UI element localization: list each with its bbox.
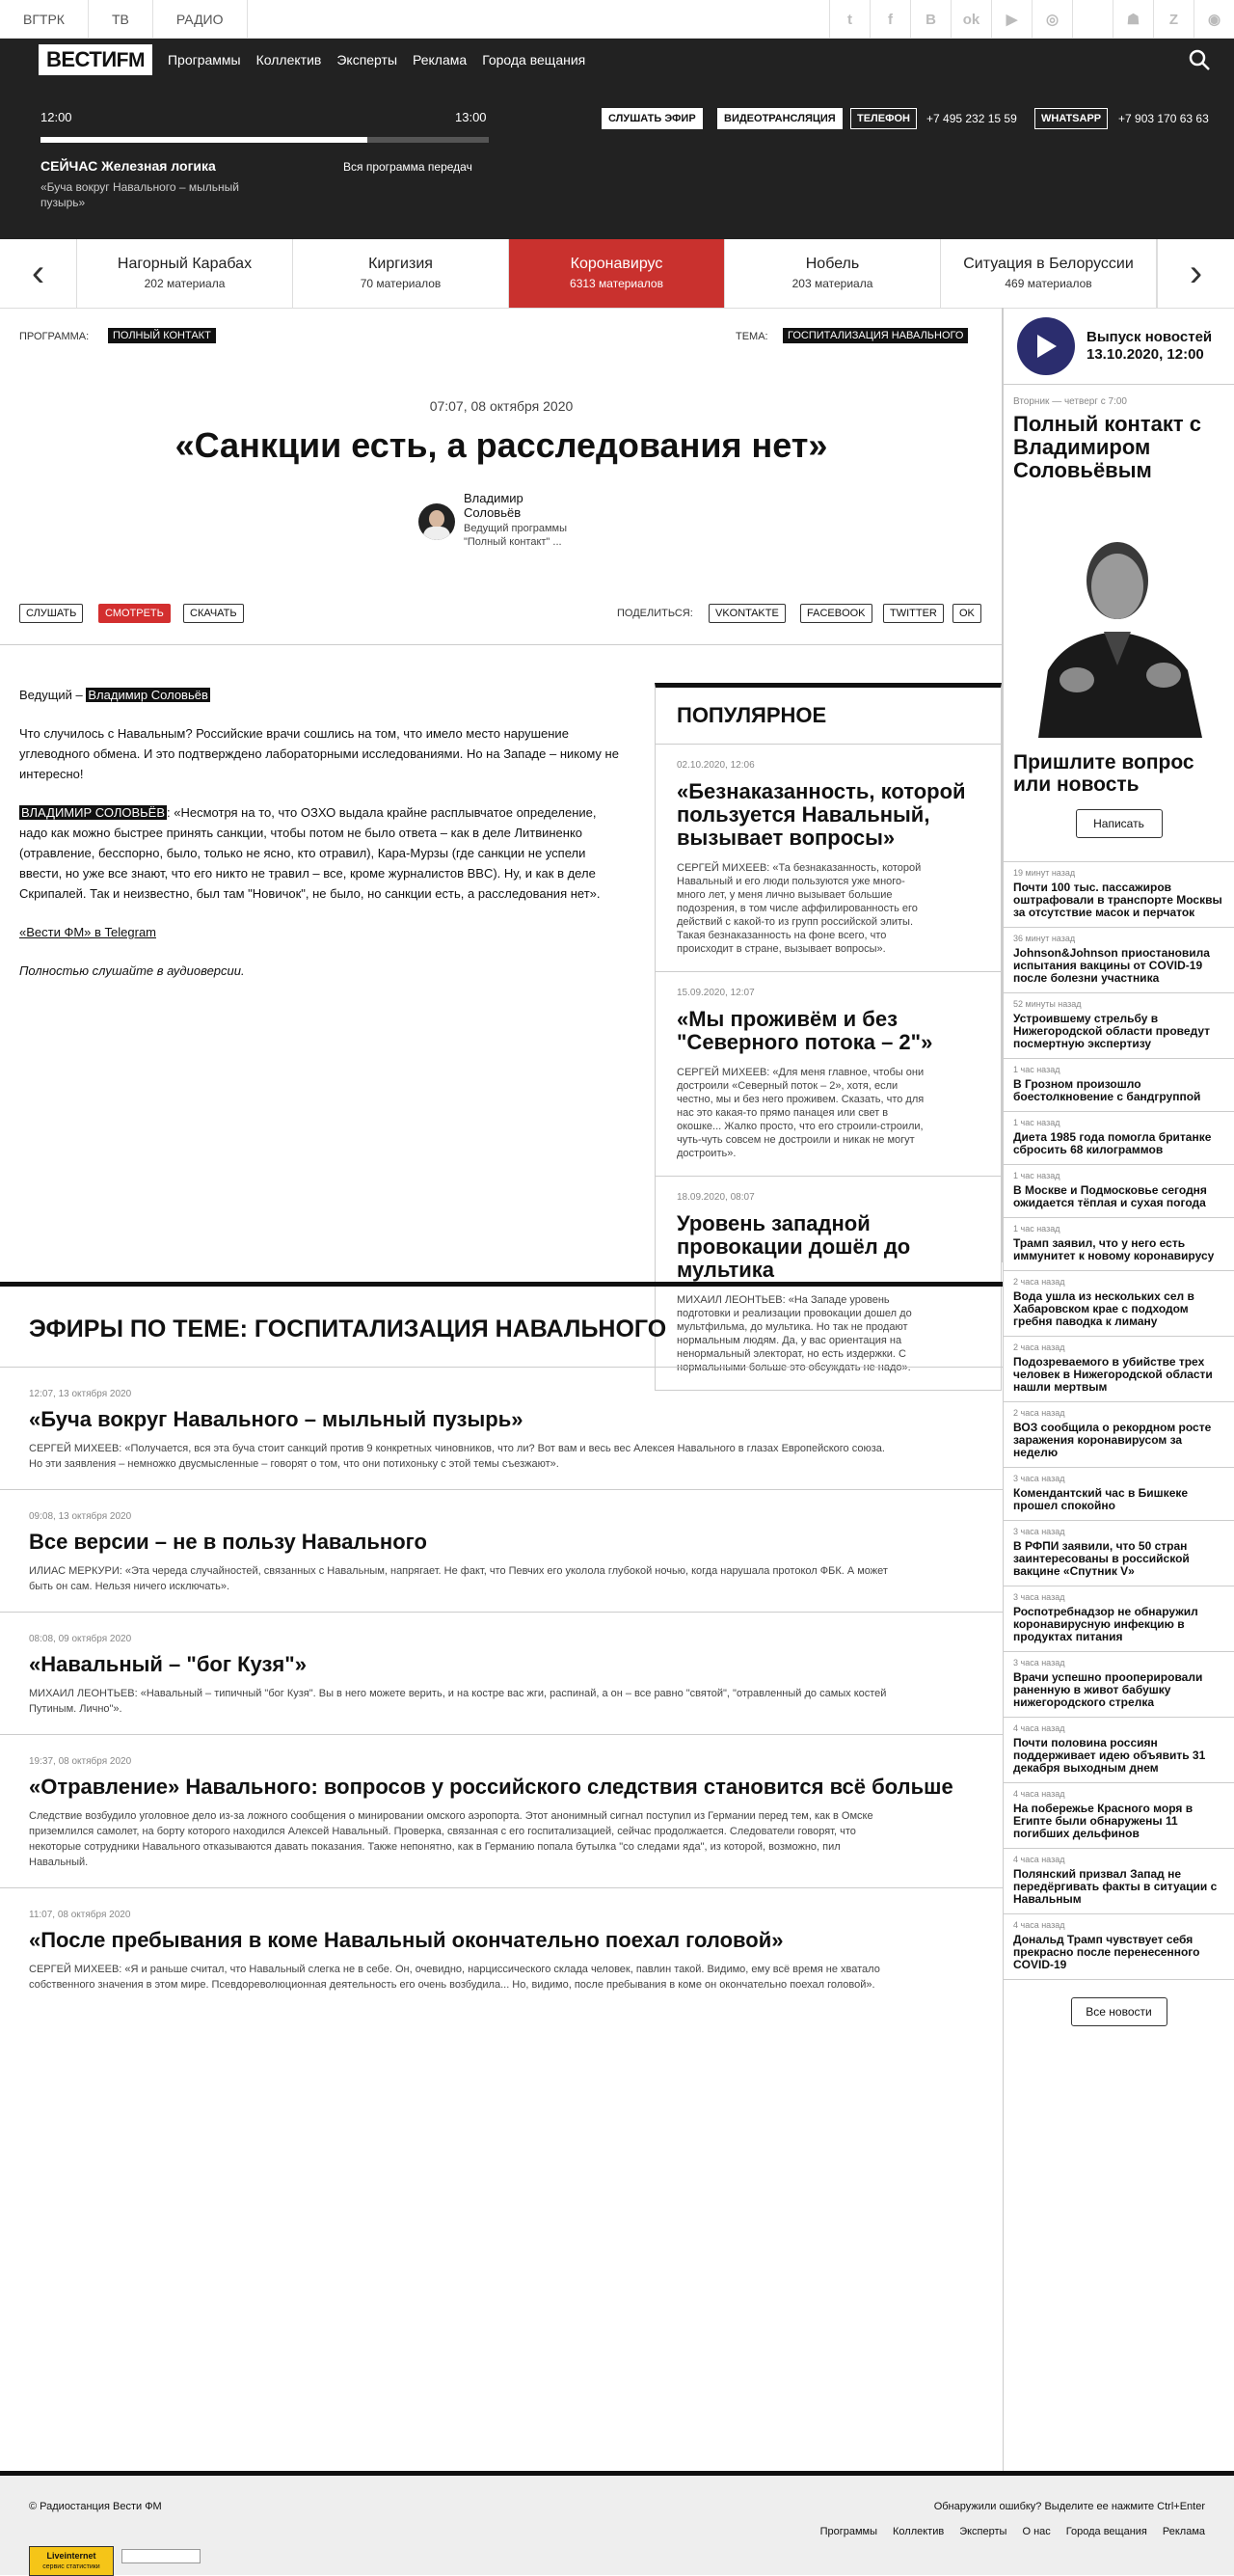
broadcast-date: 08:08, 09 октября 2020 [29,1634,132,1644]
telegram-link[interactable]: «Вести ФМ» в Telegram [19,925,156,939]
zen-icon[interactable]: Z [1153,0,1194,39]
feed-headline[interactable]: На побережье Красного моря в Египте были обнаружены 11 погибших дельфинов [1013,1802,1194,1840]
play-icon[interactable] [1017,317,1075,375]
all-news-button[interactable]: Все новости [1071,1997,1167,2026]
popular-item[interactable] [656,972,1001,1177]
network-links [0,0,248,38]
footer-link-advertising[interactable]: Реклама [1162,2526,1205,2537]
topic-kyrgyzstan[interactable] [293,239,509,308]
broadcast-text: СЕРГЕЙ МИХЕЕВ: «Получается, вся эта буча стоит санкций против 9 конкретных чиновников, что ли? Вот вам и весь вес Алексея Навального в глазах Европейского союза. Но эти заявления – немножко двусмысленные – говорят о том, что они потихоньку с этой темы съезжают». [29,1443,885,1470]
nav-programs[interactable]: Программы [167,52,241,68]
broadcast-date: 12:07, 13 октября 2020 [29,1389,132,1399]
theme-label: ТЕМА: [736,331,768,342]
feed-item[interactable] [1004,1165,1234,1218]
feed-item[interactable] [1004,1718,1234,1783]
social-links [829,0,1234,38]
feed-item[interactable] [1004,1914,1234,1980]
topic-count: 469 материалов [1005,277,1092,290]
feed-headline[interactable]: В Грозном произошло боестолкновение с бандгруппой [1013,1077,1201,1103]
topic-count: 6313 материалов [570,277,663,290]
now-playing-subtitle: «Буча вокруг Навального – мыльный пузырь» [40,180,239,209]
broadcast-item[interactable] [0,1490,1003,1613]
facebook-icon[interactable]: f [870,0,910,39]
feed-time: 1 час назад [1013,1224,1060,1234]
feed-headline[interactable]: Трамп заявил, что у него есть иммунитет к новому коронавирусу [1013,1236,1215,1262]
paragraph-2 [19,802,619,904]
feed-item[interactable] [1004,1059,1234,1112]
share-twitter-button[interactable]: TWITTER [883,604,944,623]
logo-fm: FM [116,49,145,71]
article-date: 07:07, 08 октября 2020 [429,398,574,414]
youtube-icon[interactable]: ▶ [991,0,1032,39]
feed-headline[interactable]: ВОЗ сообщила о рекордном росте заражения коронавирусом за неделю [1013,1421,1212,1459]
link-vgtrk[interactable]: ВГТРК [0,0,89,38]
feed-headline[interactable]: Вода ушла из нескольких сел в Хабаровском крае с подходом гребня паводка к лиману [1013,1289,1194,1328]
feed-time: 36 минут назад [1013,934,1076,943]
show-title[interactable]: Полный контакт с Владимиром Соловьёвым [1013,412,1201,482]
feed-headline[interactable]: Почти 100 тыс. пассажиров оштрафовали в транспорте Москвы за отсутствие масок и перчаток [1013,881,1222,919]
topic-title: Нагорный Карабах [117,256,253,272]
broadcast-item[interactable] [0,1735,1003,1888]
feed-item[interactable] [1004,1402,1234,1468]
all-programs-link[interactable]: Вся программа передач [343,160,472,174]
feed-time: 2 часа назад [1013,1277,1065,1287]
phone-label: ТЕЛЕФОН [850,108,917,129]
popular-title: ПОПУЛЯРНОЕ [656,688,1001,745]
listen-full-note: Полностью слушайте в аудиоверсии. [19,963,245,978]
feed-item[interactable] [1004,1783,1234,1849]
footer-link-about[interactable]: О нас [1022,2526,1051,2537]
send-question-title: Пришлите вопрос или новость [1013,751,1194,796]
broadcast-headline[interactable]: «Отравление» Навального: вопросов у российского следствия становится всё больше [29,1775,953,1799]
author-avatar[interactable] [418,503,455,540]
android-icon[interactable]: ☗ [1113,0,1153,39]
feed-time: 3 часа назад [1013,1474,1065,1483]
liveinternet-subtitle: сервис статистики [42,2563,100,2570]
news-release-text [1086,329,1212,364]
popular-date: 18.09.2020, 08:07 [677,1192,755,1203]
now-playing[interactable]: СЕЙЧАС Железная логика [40,158,216,174]
logo[interactable] [39,44,152,75]
main-nav [0,39,1234,81]
topic-count: 70 материалов [360,277,442,290]
footer-link-team[interactable]: Коллектив [893,2526,945,2537]
listen-live-button[interactable]: СЛУШАТЬ ЭФИР [602,108,703,129]
broadcast-item[interactable] [0,1888,1003,2010]
feed-headline[interactable]: Почти половина россиян поддерживает идею объявить 31 декабря выходным днем [1013,1736,1206,1775]
popular-headline[interactable]: Уровень западной провокации дошёл до мультика [677,1211,911,1282]
feed-item[interactable] [1004,1521,1234,1586]
phone-number[interactable]: +7 495 232 15 59 [926,112,1017,125]
odnoklassniki-icon[interactable]: ok [951,0,991,39]
error-report-hint: Обнаружили ошибку? Выделите ее нажмите Ctrl+Enter [933,2501,1205,2512]
logo-main: ВЕСТИ [46,47,117,71]
footer-link-programs[interactable]: Программы [819,2526,877,2537]
link-radio[interactable]: РАДИО [153,0,248,38]
search-icon[interactable] [1188,48,1211,71]
broadcast-date: 11:07, 08 октября 2020 [29,1910,131,1920]
feed-item[interactable] [1004,1849,1234,1914]
host-photo[interactable] [1019,502,1217,738]
feed-time: 19 минут назад [1013,868,1076,878]
topic-title: Ситуация в Белоруссии [963,256,1134,272]
broadcast-text: СЕРГЕЙ МИХЕЕВ: «Я и раньше считал, что Навальный слегка не в себе. Он, очевидно, нарциссического склада человек, павлин такой. Видимо, ему всё время не хватало собственного значения в этом мире. Псевдореволюционная деятельность его очень возбудила... Но, видимо, после пребывания в коме он окончательно поехал головой». [29,1964,880,1991]
download-button[interactable]: СКАЧАТЬ [183,604,244,623]
news-release[interactable] [1004,308,1234,385]
feed-headline[interactable]: Комендантский час в Бишкеке прошел спокойно [1013,1486,1189,1512]
article-body [19,685,619,981]
whatsapp-label: WHATSAPP [1034,108,1108,129]
author-role [464,522,567,549]
news-release-title: Выпуск новостей [1086,328,1213,345]
twitter-icon[interactable]: t [829,0,870,39]
topic-title: Нобель [805,256,860,272]
feed-item[interactable] [1004,928,1234,993]
speaker-name[interactable]: ВЛАДИМИР СОЛОВЬЁВ [21,805,166,820]
nav-advertising[interactable]: Реклама [413,52,468,68]
watch-button[interactable]: СМОТРЕТЬ [98,604,171,623]
broadcast-headline[interactable]: Все версии – не в пользу Навального [29,1530,427,1554]
topic-title: Киргизия [368,256,433,272]
chevron-left-icon[interactable]: ‹ [0,239,77,308]
feed-item[interactable] [1004,1652,1234,1718]
broadcast-text: ИЛИАС МЕРКУРИ: «Эта череда случайностей, связанных с Навальным, напрягает. Не факт, что Певчих его уколола глубокой ночью, когда нарушала протокол ФБК. А может быть он сам. Нельзя ничего исключать». [29,1565,888,1592]
footer-nav [805,2526,1205,2537]
news-release-time: 13.10.2020, 12:00 [1086,345,1204,363]
broadcast-date: 09:08, 13 октября 2020 [29,1511,132,1522]
popular-headline[interactable]: «Безнаказанность, которой пользуется Навальный, вызывает вопросы» [677,779,966,850]
feed-time: 1 час назад [1013,1171,1060,1180]
write-button[interactable]: Написать [1076,809,1163,838]
top-bar [0,0,1234,39]
footer-link-cities[interactable]: Города вещания [1065,2526,1147,2537]
live-player [0,81,1234,239]
copyright: © Радиостанция Вести ФМ [29,2501,162,2512]
popular-text: МИХАИЛ ЛЕОНТЬЕВ: «На Западе уровень подготовки и реализации провокации дошел до мультфильма, до мультика. Но так не продают нормальным людям. Да, у вас ориентация на ненормальный электорат, но есть издержки. С нормальными больше это обсуждать не надо». [677,1294,912,1373]
broadcast-item[interactable] [0,1368,1003,1490]
feed-item[interactable] [1004,862,1234,928]
listen-button[interactable]: СЛУШАТЬ [19,604,83,623]
feed-item[interactable] [1004,993,1234,1059]
related-title: ЭФИРЫ ПО ТЕМЕ: ГОСПИТАЛИЗАЦИЯ НАВАЛЬНОГО [0,1287,1003,1368]
feed-headline[interactable]: Подозреваемого в убийстве трех человек в Нижегородской области нашли мертвым [1013,1355,1213,1394]
article-header [0,308,1003,645]
feed-item[interactable] [1004,1112,1234,1165]
feed-headline[interactable]: Врачи успешно прооперировали раненную в живот бабушку нижегородского стрелка [1013,1670,1203,1709]
link-tv[interactable]: ТВ [89,0,153,38]
popular-headline[interactable]: «Мы проживём и без "Северного потока – 2"» [677,1007,933,1054]
feed-headline[interactable]: Устроившему стрельбу в Нижегородской области проведут посмертную экспертизу [1013,1012,1211,1050]
player-end-time: 13:00 [455,110,487,124]
program-tag[interactable]: ПОЛНЫЙ КОНТАКТ [108,328,216,343]
host-prefix: Ведущий – [19,688,87,702]
player-progress-fill [40,137,367,143]
feed-item[interactable] [1004,1468,1234,1521]
nav-cities[interactable]: Города вещания [482,52,586,68]
feed-headline[interactable]: Johnson&Johnson приостановила испытания вакцины от COVID-19 после болезни участника [1013,946,1210,985]
author-name-first: Владимир [464,491,523,505]
related-broadcasts [0,1282,1003,2010]
rss-icon[interactable]: ◉ [1194,0,1234,39]
feed-item[interactable] [1004,1586,1234,1652]
author-role-line2: "Полный контакт" ... [464,536,562,548]
share-ok-button[interactable]: OK [952,604,981,623]
feed-time: 4 часа назад [1013,1920,1065,1930]
player-start-time: 12:00 [40,110,72,124]
apple-icon[interactable] [1072,0,1113,39]
feed-item[interactable] [1004,1337,1234,1402]
broadcast-headline[interactable]: «Буча вокруг Навального – мыльный пузырь» [29,1407,523,1431]
nav-team[interactable]: Коллектив [255,52,322,68]
host-name[interactable]: Владимир Соловьёв [88,688,208,702]
liveinternet-badge[interactable] [29,2546,114,2576]
feed-headline[interactable]: В Москве и Подмосковье сегодня ожидается тёплая и сухая погода [1013,1183,1207,1209]
broadcast-text: МИХАИЛ ЛЕОНТЬЕВ: «Навальный – типичный "бог Кузя". Вы в него можете верить, и на костре вас жги, распинай, а он – все равно "святой", "отравленный до самых костей Путиным. Лично"». [29,1688,887,1715]
broadcast-text: Следствие возбудило уголовное дело из-за ложного сообщения о минировании омского аэропорта. Этот анонимный сигнал поступил из Германии перед тем, как в Омске приземлился самолет, на борту которого находился Алексей Навальный. Проверка, связанная с его госпитализацией, сейчас продолжается. Следователи говорят, что некоторые сотрудники Навального отказываются давать показания. Также непонятно, как в Германию попала бутылка "со следами яда", из которой, возможно, пил Навальный. [29,1810,873,1868]
liveinternet-title: Liveinternet [46,2551,96,2561]
feed-headline[interactable]: Диета 1985 года помогла британке сбросить 68 килограммов [1013,1130,1212,1156]
topic-title: Коронавирус [570,256,663,272]
popular-text: СЕРГЕЙ МИХЕЕВ: «Та безнаказанность, которой Навальный и его люди пользуются уже много-много лет, у меня лично вызывает большие подозрения, в том числе аффилированность его действий с какой-то из групп российской элиты. Такая безнаказанность на фоне всего, что происходит в стране, вызывает вопросы». [677,862,922,955]
host-line [19,685,619,705]
feed-headline[interactable]: Роспотребнадзор не обнаружил коронавирусную инфекцию в продуктах питания [1013,1605,1198,1643]
player-progress[interactable] [40,137,489,143]
news-feed [1004,861,1234,1980]
feed-time: 52 минуты назад [1013,999,1082,1009]
instagram-icon[interactable]: ◎ [1032,0,1072,39]
popular-date: 02.10.2020, 12:06 [677,760,755,771]
author-role-line1: Ведущий программы [464,523,567,534]
share-vk-button[interactable]: VKONTAKTE [709,604,786,623]
chevron-right-icon[interactable]: › [1157,239,1234,308]
feed-time: 3 часа назад [1013,1527,1065,1536]
topic-belarus[interactable] [941,239,1157,308]
program-label: ПРОГРАММА: [19,331,90,342]
footer-link-experts[interactable]: Эксперты [959,2526,1007,2537]
popular-item[interactable] [656,745,1001,972]
feed-headline[interactable]: Полянский призвал Запад не передёргивать факты в ситуации с Навальным [1013,1867,1218,1906]
feed-item[interactable] [1004,1218,1234,1271]
popular-date: 15.09.2020, 12:07 [677,988,755,998]
footer [0,2471,1234,2575]
feed-time: 4 часа назад [1013,1789,1065,1799]
article-title: «Санкции есть, а расследования нет» [174,425,828,465]
broadcast-item[interactable] [0,1613,1003,1735]
theme-tag[interactable]: ГОСПИТАЛИЗАЦИЯ НАВАЛЬНОГО [783,328,968,343]
sidebar [1003,308,1234,2473]
feed-time: 2 часа назад [1013,1342,1065,1352]
nav-experts[interactable]: Эксперты [336,52,398,68]
topic-carousel [0,239,1234,309]
whatsapp-number[interactable]: +7 903 170 63 63 [1118,112,1209,125]
feed-time: 3 часа назад [1013,1592,1065,1602]
feed-time: 4 часа назад [1013,1723,1065,1733]
feed-time: 1 час назад [1013,1065,1060,1074]
feed-headline[interactable]: В РФПИ заявили, что 50 стран заинтересованы в российской вакцине «Спутник V» [1013,1539,1190,1578]
feed-item[interactable] [1004,1271,1234,1337]
show-schedule: Вторник — четверг с 7:00 [1013,396,1127,407]
vk-icon[interactable]: В [910,0,951,39]
popular-text: СЕРГЕЙ МИХЕЕВ: «Для меня главное, чтобы они достроили «Северный поток – 2», хотя, если честно, мы и без него проживем. Сказать, что для нас это какая-то прямо панацея или свет в окошке... Жалко просто, что его строили-строили, чуть-чуть совсем не достроили и никак не могут достроить». [677,1067,925,1159]
topic-nobel[interactable] [725,239,941,308]
author-name[interactable] [464,491,523,520]
counter-badge[interactable] [121,2549,201,2563]
share-facebook-button[interactable]: FACEBOOK [800,604,872,623]
feed-time: 1 час назад [1013,1118,1060,1127]
feed-time: 3 часа назад [1013,1658,1065,1668]
feed-headline[interactable]: Дональд Трамп чувствует себя прекрасно после перенесенного COVID-19 [1013,1933,1200,1971]
broadcast-headline[interactable]: «После пребывания в коме Навальный окончательно поехал головой» [29,1928,784,1952]
topic-coronavirus[interactable] [509,239,725,308]
paragraph-2-text: : «Несмотря на то, что ОЗХО выдала крайне расплывчатое определение, надо как можно быстрее принять санкции, чтобы потом не было ответа – как в деле Литвиненко (отравление, бесспорно, было, только не ясно, кто отравил), Кара-Мурзы (где санкции не успели ввести, но уже все знают, что его никто не травил – все, кроме журналистов BBC). Ну, и как в деле Скрипалей. Так и неизвестно, был там "Новичок", не было, но санкции есть, а расследования нет». [19,805,601,901]
topic-karabakh[interactable] [77,239,293,308]
paragraph-1: Что случилось с Навальным? Российские врачи сошлись на том, что имело место нарушение углеводного обмена. И это подтверждено лабораторными исследованиями. Но на Западе – никому не интересно! [19,726,619,781]
feed-time: 4 часа назад [1013,1855,1065,1864]
author-name-last: Соловьёв [464,505,522,520]
broadcast-date: 19:37, 08 октября 2020 [29,1756,132,1767]
video-stream-button[interactable]: ВИДЕОТРАНСЛЯЦИЯ [717,108,843,129]
topic-count: 202 материала [144,277,226,290]
share-label: ПОДЕЛИТЬСЯ: [617,608,693,619]
broadcast-headline[interactable]: «Навальный – "бог Кузя"» [29,1652,307,1676]
feed-time: 2 часа назад [1013,1408,1065,1418]
topic-count: 203 материала [791,277,873,290]
